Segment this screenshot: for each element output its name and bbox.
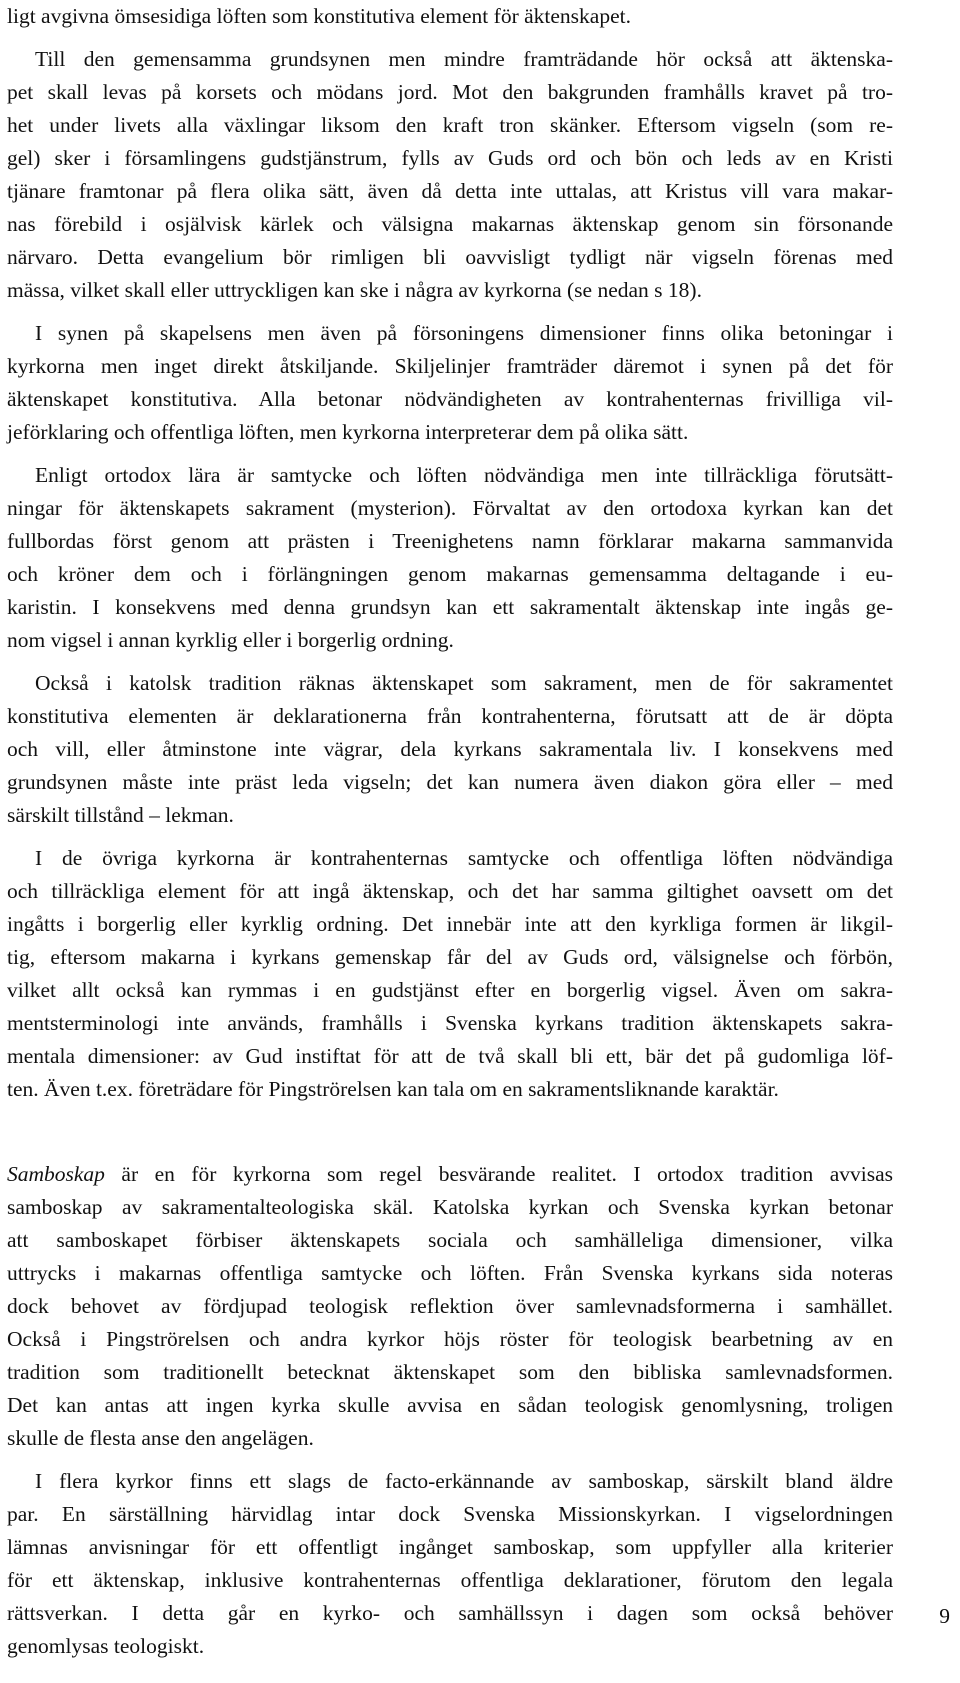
text-line: ingåtts i borgerlig eller kyrklig ordning. Det innebär inte att den kyrkliga formen är likgil- xyxy=(7,912,893,936)
text-line: ten. Även t.ex. företrädare för Pingströrelsen kan tala om en sakramentsliknande karaktär. xyxy=(7,1077,779,1101)
text-line-lead xyxy=(7,1158,893,1191)
text-line: genomlysas teologiskt. xyxy=(7,1634,205,1658)
text-line: pet skall levas på korsets och mödans jord. Mot den bakgrunden framhålls kravet på tro- xyxy=(7,80,893,104)
text-line: ningar för äktenskapets sakrament (mysterion). Förvaltat av den ortodoxa kyrkan kan det xyxy=(7,496,893,520)
text-line: kyrkorna men inget direkt åtskiljande. Skiljelinjer framträder däremot i synen på det för xyxy=(7,354,893,378)
paragraph-continuation xyxy=(7,0,893,33)
page-number: 9 xyxy=(939,1604,950,1628)
text-line: Också i Pingströrelsen och andra kyrkor höjs röster för teologisk bearbetning av en xyxy=(7,1327,893,1351)
text-line: konstitutiva elementen är deklarationerna från kontrahenterna, förutsatt att de är döpta xyxy=(7,704,893,728)
text-line: att samboskapet förbiser äktenskapets sociala och samhälleliga dimensioner, vilka xyxy=(7,1228,893,1252)
text-line: Enligt ortodox lära är samtycke och löften nödvändiga men inte tillräckliga förutsätt- xyxy=(35,463,893,487)
paragraph-de-facto xyxy=(7,1465,893,1663)
text-line: Till den gemensamma grundsynen men mindre framträdande hör också att äktenska- xyxy=(35,47,893,71)
document-page xyxy=(7,0,893,1663)
text-line: lämnas anvisningar för ett offentligt ingånget samboskap, som uppfyller alla kriterier xyxy=(7,1535,893,1559)
text-line: Också i katolsk tradition räknas äktenskapet som sakrament, men de för sakramentet xyxy=(35,671,893,695)
text-line: särskilt tillstånd – lekman. xyxy=(7,803,234,827)
italic-term: Samboskap xyxy=(7,1162,105,1186)
text-line: nom vigsel i annan kyrklig eller i borgerlig ordning. xyxy=(7,628,454,652)
text-line: uttrycks i makarnas offentliga samtycke och löften. Från Svenska kyrkans sida noteras xyxy=(7,1261,893,1285)
text-line: äktenskapet konstitutiva. Alla betonar nödvändigheten av kontrahenternas frivilliga vil- xyxy=(7,387,893,411)
text-line: tradition som traditionellt betecknat äktenskapet som den bibliska samlevnadsformen. xyxy=(7,1360,893,1384)
text-line: och kröner dem och i förlängningen genom makarnas gemensamma deltagande i eu- xyxy=(7,562,893,586)
text-line: mentsterminologi inte används, framhålls i Svenska kyrkans tradition äktenskapets sakra- xyxy=(7,1011,893,1035)
text-line: karistin. I konsekvens med denna grundsyn kan ett sakramentalt äktenskap inte ingås ge- xyxy=(7,595,893,619)
paragraph-catholic xyxy=(7,667,893,832)
paragraph-samboskap xyxy=(7,1158,893,1455)
text-line: jeförklaring och offentliga löften, men kyrkorna interpreterar dem på olika sätt. xyxy=(7,420,689,444)
text-line: mässa, vilket skall eller uttryckligen kan ske i några av kyrkorna (se nedan s 18). xyxy=(7,278,702,302)
text-line: I de övriga kyrkorna är kontrahenternas samtycke och offentliga löften nödvändiga xyxy=(35,846,893,870)
text-line: tjänare framtonar på flera olika sätt, även då detta inte uttalas, att Kristus vill vara makar- xyxy=(7,179,893,203)
text-line: samboskap av sakramentalteologiska skäl. Katolska kyrkan och Svenska kyrkan betonar xyxy=(7,1195,893,1219)
text-line: tig, eftersom makarna i kyrkans gemenskap får del av Guds ord, välsignelse och förbön, xyxy=(7,945,893,969)
paragraph-marital-fidelity xyxy=(7,43,893,307)
text-line: I flera kyrkor finns ett slags de facto-erkännande av samboskap, särskilt bland äldre xyxy=(35,1469,893,1493)
text-line: för ett äktenskap, inklusive kontrahenternas offentliga deklarationer, förutom den legala xyxy=(7,1568,893,1592)
paragraph-orthodox xyxy=(7,459,893,657)
paragraph-other-churches xyxy=(7,842,893,1106)
text-line: ligt avgivna ömsesidiga löften som konstitutiva element för äktenskapet. xyxy=(7,4,631,28)
text-line: gel) sker i församlingens gudstjänstrum, fylls av Guds ord och bön och leds av en Kristi xyxy=(7,146,893,170)
text-fragment: är en för kyrkorna som regel besvärande realitet. I ortodox tradition avvisas xyxy=(104,1162,893,1186)
text-line: nas förebild i osjälvisk kärlek och välsigna makarnas äktenskap genom sin försonande xyxy=(7,212,893,236)
text-line: dock behovet av fördjupad teologisk reflektion över samlevnadsformerna i samhället. xyxy=(7,1294,893,1318)
text-line: närvaro. Detta evangelium bör rimligen bli oavvisligt tydligt när vigseln förenas med xyxy=(7,245,893,269)
paragraph-dimensions xyxy=(7,317,893,449)
text-line: fullbordas först genom att prästen i Treenighetens namn förklarar makarna sammanvida xyxy=(7,529,893,553)
text-line: grundsynen måste inte präst leda vigseln; det kan numera även diakon göra eller – med xyxy=(7,770,893,794)
text-line: par. En särställning härvidlag intar dock Svenska Missionskyrkan. I vigselordningen xyxy=(7,1502,893,1526)
text-line: vilket allt också kan rymmas i en gudstjänst efter en borgerlig vigsel. Även om sakra- xyxy=(7,978,893,1002)
text-line: och tillräckliga element för att ingå äktenskap, och det har samma giltighet oavsett om det xyxy=(7,879,893,903)
text-line: rättsverkan. I detta går en kyrko- och samhällssyn i dagen som också behöver xyxy=(7,1601,893,1625)
text-line: het under livets alla växlingar liksom den kraft tron skänker. Eftersom vigseln (som re- xyxy=(7,113,893,137)
text-line: I synen på skapelsens men även på försoningens dimensioner finns olika betoningar i xyxy=(35,321,893,345)
text-line: skulle de flesta anse den angelägen. xyxy=(7,1426,314,1450)
text-line: mentala dimensioner: av Gud instiftat för att de två skall bli ett, bär det på gudomliga löf- xyxy=(7,1044,893,1068)
text-line: och vill, eller åtminstone inte vägrar, dela kyrkans sakramentala liv. I konsekvens med xyxy=(7,737,893,761)
text-line: Det kan antas att ingen kyrka skulle avvisa en sådan teologisk genomlysning, troligen xyxy=(7,1393,893,1417)
